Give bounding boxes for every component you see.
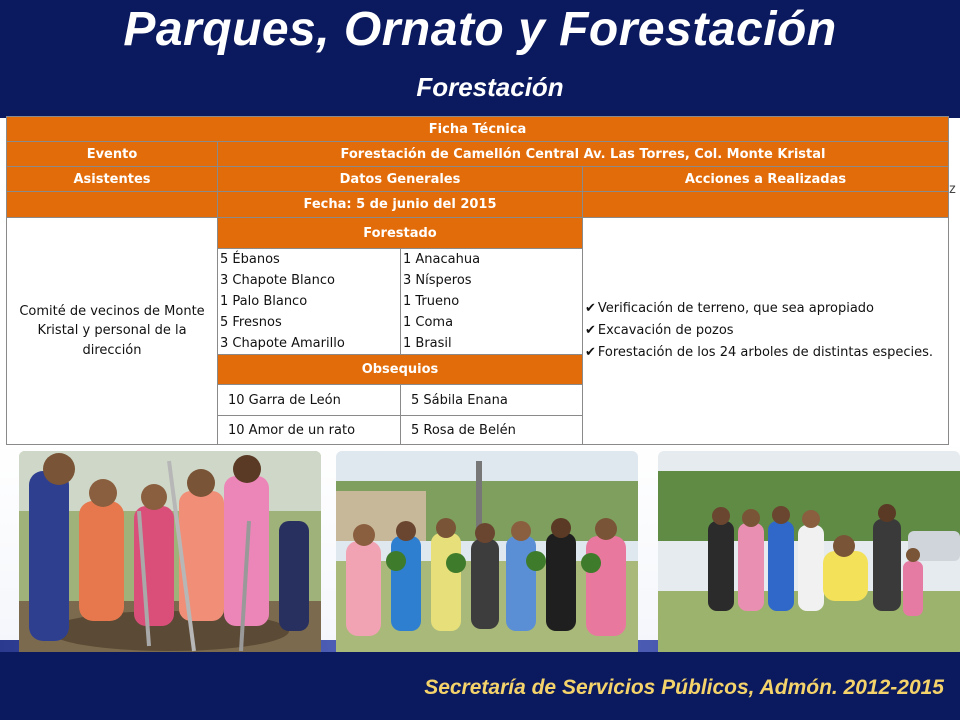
list-item: ✔ Excavación de pozos bbox=[585, 323, 734, 338]
list-item: 3 Chapote Amarillo bbox=[220, 336, 345, 351]
event-photo-2 bbox=[336, 451, 638, 656]
obsequios-label: Obsequios bbox=[218, 355, 583, 385]
list-item: 3 Nísperos bbox=[403, 273, 472, 288]
ficha-tecnica-table bbox=[6, 116, 949, 445]
forestado-label: Forestado bbox=[218, 218, 583, 249]
forestado-list-2 bbox=[401, 249, 583, 355]
list-item: 1 Brasil bbox=[403, 336, 452, 351]
acciones-label: Acciones a Realizadas bbox=[583, 167, 949, 192]
list-item: 3 Chapote Blanco bbox=[220, 273, 335, 288]
obsequio-item: 10 Garra de León bbox=[218, 385, 401, 416]
asistentes-label: Asistentes bbox=[7, 167, 218, 192]
event-photo-3 bbox=[658, 451, 960, 656]
obsequio-item: 10 Amor de un rato bbox=[218, 416, 401, 445]
list-item: 5 Fresnos bbox=[220, 315, 282, 330]
list-item: 1 Trueno bbox=[403, 294, 460, 309]
list-item: ✔ Forestación de los 24 arboles de distintas especies. bbox=[585, 345, 934, 360]
checkmark-icon: ✔ bbox=[585, 301, 596, 316]
list-item: 1 Palo Blanco bbox=[220, 294, 308, 309]
obsequio-item: 5 Sábila Enana bbox=[401, 385, 583, 416]
page-title: Parques, Ornato y Forestación bbox=[123, 3, 837, 56]
acciones-list bbox=[583, 218, 949, 445]
forestado-list-1 bbox=[218, 249, 401, 355]
datos-generales-label: Datos Generales bbox=[218, 167, 583, 192]
checkmark-icon: ✔ bbox=[585, 323, 596, 338]
list-item: 1 Anacahua bbox=[403, 252, 481, 267]
checkmark-icon: ✔ bbox=[585, 345, 596, 360]
list-item: 1 Coma bbox=[403, 315, 454, 330]
list-item: ✔ Verificación de terreno, que sea apropiado bbox=[585, 301, 874, 316]
empty-header-cell bbox=[7, 192, 218, 218]
evento-value: Forestación de Camellón Central Av. Las Torres, Col. Monte Kristal bbox=[218, 142, 949, 167]
edge-text-fragment: z bbox=[949, 180, 956, 196]
ficha-title: Ficha Técnica bbox=[7, 117, 949, 142]
evento-label: Evento bbox=[7, 142, 218, 167]
fecha-cell: Fecha: 5 de junio del 2015 bbox=[218, 192, 583, 218]
footer-text: Secretaría de Servicios Públicos, Admón. 2012-2015 bbox=[424, 676, 944, 699]
obsequio-item: 5 Rosa de Belén bbox=[401, 416, 583, 445]
event-photo-1 bbox=[19, 451, 321, 656]
empty-header-cell bbox=[583, 192, 949, 218]
page-subtitle: Forestación bbox=[416, 72, 564, 102]
list-item: 5 Ébanos bbox=[220, 252, 280, 267]
asistentes-value: Comité de vecinos de Monte Kristal y personal de la dirección bbox=[7, 218, 218, 445]
